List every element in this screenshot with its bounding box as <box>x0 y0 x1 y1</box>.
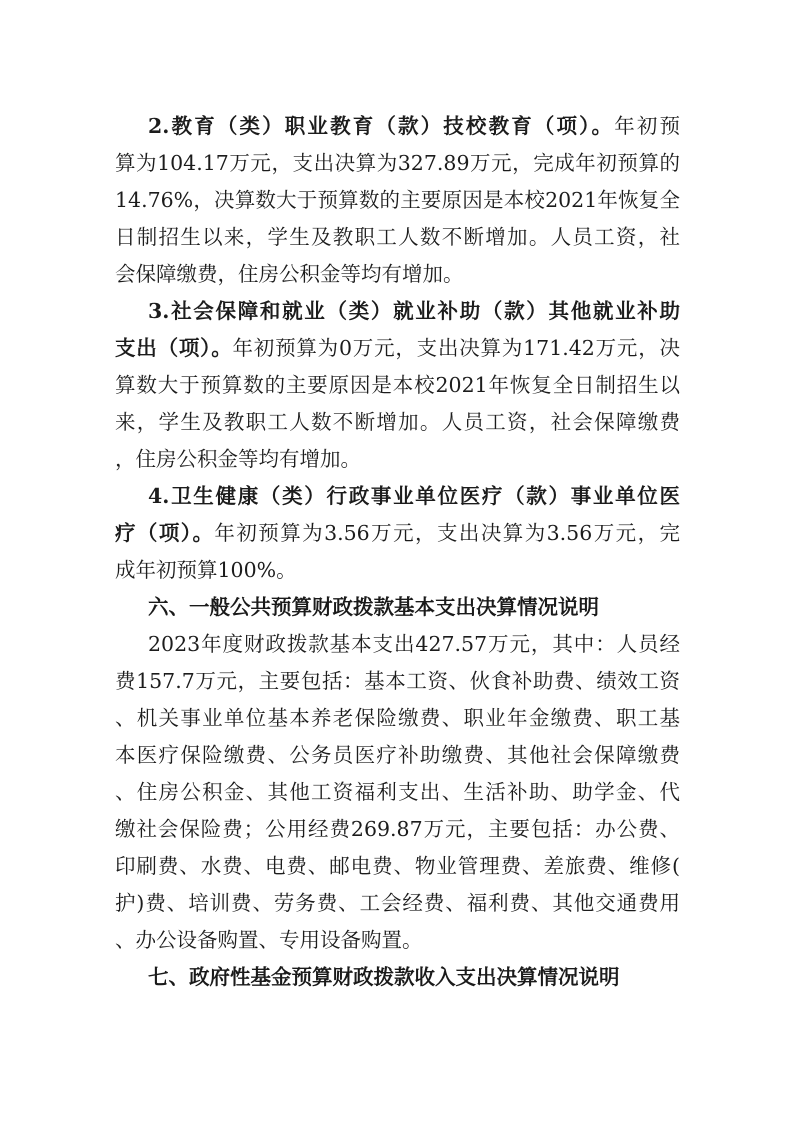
text-line <box>115 515 680 552</box>
line-text: 护)费、培训费、劳务费、工会经费、福利费、其他交通费用 <box>115 891 680 915</box>
line-text: 费157.7万元，主要包括：基本工资、伙食补助费、绩效工资 <box>115 669 680 693</box>
text-line <box>115 256 680 293</box>
line-text: 14.76%，决算数大于预算数的主要原因是本校2021年恢复全 <box>115 188 680 212</box>
section-heading: 六、一般公共预算财政拨款基本支出决算情况说明 <box>148 595 599 619</box>
text-line <box>115 737 680 774</box>
paragraph-education <box>115 108 680 293</box>
text-line <box>115 367 680 404</box>
line-text: 年初预 <box>614 114 680 138</box>
line-text: 会保障缴费，住房公积金等均有增加。 <box>115 262 464 286</box>
text-line <box>115 478 680 515</box>
text-line <box>115 626 680 663</box>
line-text: 算为104.17万元，支出决算为327.89万元，完成年初预算的 <box>115 151 680 175</box>
line-text: 算数大于预算数的主要原因是本校2021年恢复全日制招生以 <box>115 373 680 397</box>
section-heading: 七、政府性基金预算财政拨款收入支出决算情况说明 <box>148 965 620 989</box>
line-text: 印刷费、水费、电费、邮电费、物业管理费、差旅费、维修( <box>115 854 680 878</box>
text-line <box>115 330 680 367</box>
line-text: 年初预算为3.56万元，支出决算为3.56万元，完 <box>214 521 680 545</box>
line-text: 本医疗保险缴费、公务员医疗补助缴费、其他社会保障缴费 <box>115 743 680 767</box>
text-line <box>115 552 680 589</box>
bold-lead: 4.卫生健康（类）行政事业单位医疗（款）事业单位医 <box>148 484 680 508</box>
text-line <box>115 404 680 441</box>
bold-lead: 3.社会保障和就业（类）就业补助（款）其他就业补助 <box>148 299 680 323</box>
text-line <box>115 108 680 145</box>
text-line <box>115 219 680 256</box>
line-text: ，住房公积金等均有增加。 <box>115 447 361 471</box>
line-text: 2023年度财政拨款基本支出427.57万元，其中：人员经 <box>148 632 680 656</box>
text-line <box>115 441 680 478</box>
line-text: 日制招生以来，学生及教职工人数不断增加。人员工资，社 <box>115 225 680 249</box>
text-line <box>115 663 680 700</box>
text-line <box>115 885 680 922</box>
paragraph-health <box>115 478 680 589</box>
line-text: 、机关事业单位基本养老保险缴费、职业年金缴费、职工基 <box>115 706 680 730</box>
paragraph-social-security <box>115 293 680 478</box>
line-text: 、办公设备购置、专用设备购置。 <box>115 928 423 952</box>
document-body <box>115 108 680 996</box>
text-line <box>115 293 680 330</box>
line-text: 年初预算为0万元，支出决算为171.42万元，决 <box>232 336 680 360</box>
text-line <box>115 145 680 182</box>
line-text: 来，学生及教职工人数不断增加。人员工资，社会保障缴费 <box>115 410 680 434</box>
text-line <box>115 182 680 219</box>
line-text: 成年初预算100%。 <box>115 558 297 582</box>
bold-lead: 疗（项）。 <box>115 521 215 545</box>
line-text: 、住房公积金、其他工资福利支出、生活补助、助学金、代 <box>115 780 680 804</box>
bold-lead: 2.教育（类）职业教育（款）技校教育（项）。 <box>148 114 615 138</box>
text-line <box>115 848 680 885</box>
line-text: 缴社会保险费；公用经费269.87万元，主要包括：办公费、 <box>115 817 680 841</box>
text-line <box>115 774 680 811</box>
bold-lead: 支出（项）。 <box>115 336 233 360</box>
text-line <box>115 700 680 737</box>
text-line <box>115 922 680 959</box>
paragraph-basic-expenditure <box>115 626 680 959</box>
text-line <box>115 811 680 848</box>
